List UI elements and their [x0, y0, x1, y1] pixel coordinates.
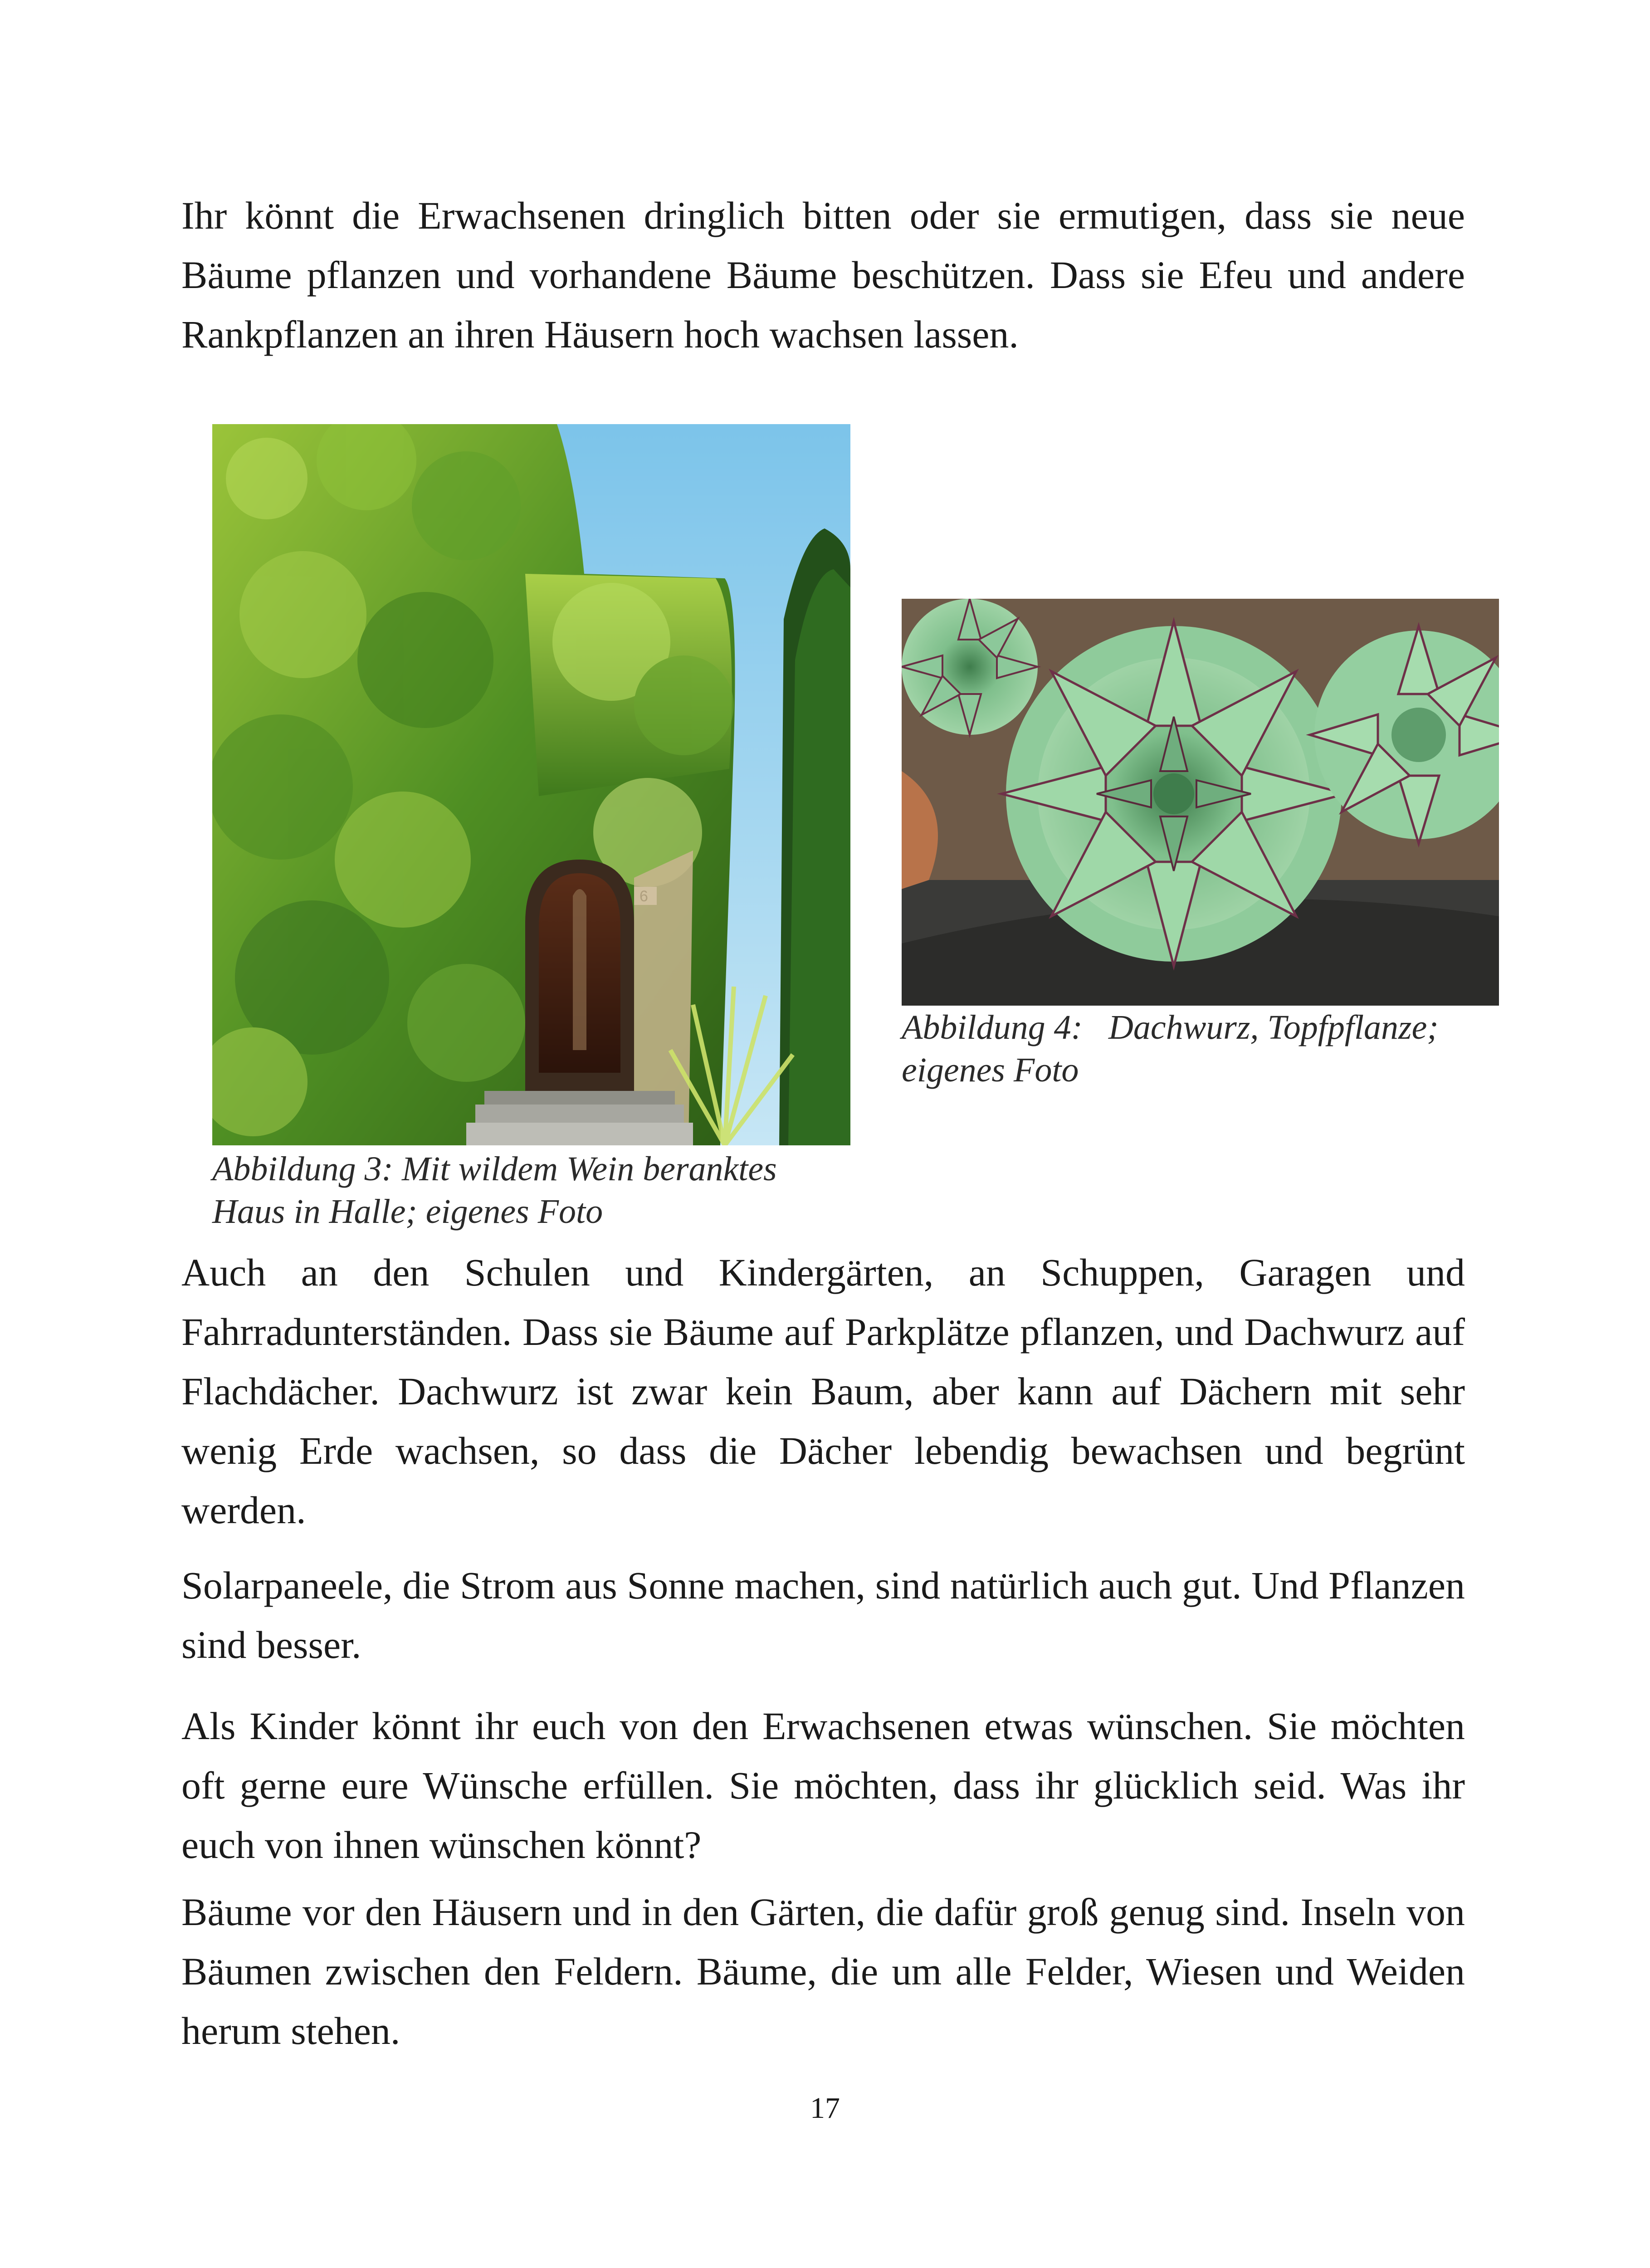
figure-4-caption-line-1: Abbildung 4: Dachwurz, Topfpflanze;: [902, 1008, 1439, 1046]
paragraph-1: Ihr könnt die Erwachsenen dringlich bitten oder sie ermutigen, dass sie neue Bäume pflanzen und vorhandene Bäume beschützen. Dass sie Efeu und andere Rankpflanzen an ihren Häusern hoch wachsen lassen.: [181, 194, 1465, 356]
figure-3-caption-line-1: Abbildung 3: Mit wildem Wein beranktes: [212, 1150, 777, 1188]
paragraph-4: Als Kinder könnt ihr euch von den Erwachsenen etwas wünschen. Sie möchten oft gerne eure Wünsche erfüllen. Sie möchten, dass ihr glücklich seid. Was ihr euch von ihnen wünschen könnt?: [181, 1704, 1465, 1867]
figure-3-caption-line-2: Haus in Halle; eigenes Foto: [212, 1193, 603, 1231]
paragraph-2: Auch an den Schulen und Kindergärten, an Schuppen, Garagen und Fahrradunterständen. Dass sie Bäume auf Parkplätze pflanzen, und Dachwurz auf Flachdächer. Dachwurz ist zwar kein Baum, aber kann auf Dächern mit sehr wenig Erde wachsen, so dass die Dächer lebendig bewachsen und begrünt werden.: [181, 1251, 1465, 1532]
photo-ivy-covered-house: [212, 424, 850, 1145]
page-number: 17: [810, 2092, 840, 2125]
photo-houseleek-potted-plant: [902, 599, 1499, 1006]
figure-4-caption-line-2: eigenes Foto: [902, 1051, 1079, 1089]
paragraph-3: Solarpaneele, die Strom aus Sonne machen, sind natürlich auch gut. Und Pflanzen sind besser.: [181, 1564, 1465, 1667]
figure-3-caption: [212, 1148, 874, 1233]
figure-4-caption: [902, 1006, 1509, 1091]
paragraph-5: Bäume vor den Häusern und in den Gärten, die dafür groß genug sind. Inseln von Bäumen zwischen den Feldern. Bäume, die um alle Felder, Wiesen und Weiden herum stehen.: [181, 1890, 1465, 2053]
